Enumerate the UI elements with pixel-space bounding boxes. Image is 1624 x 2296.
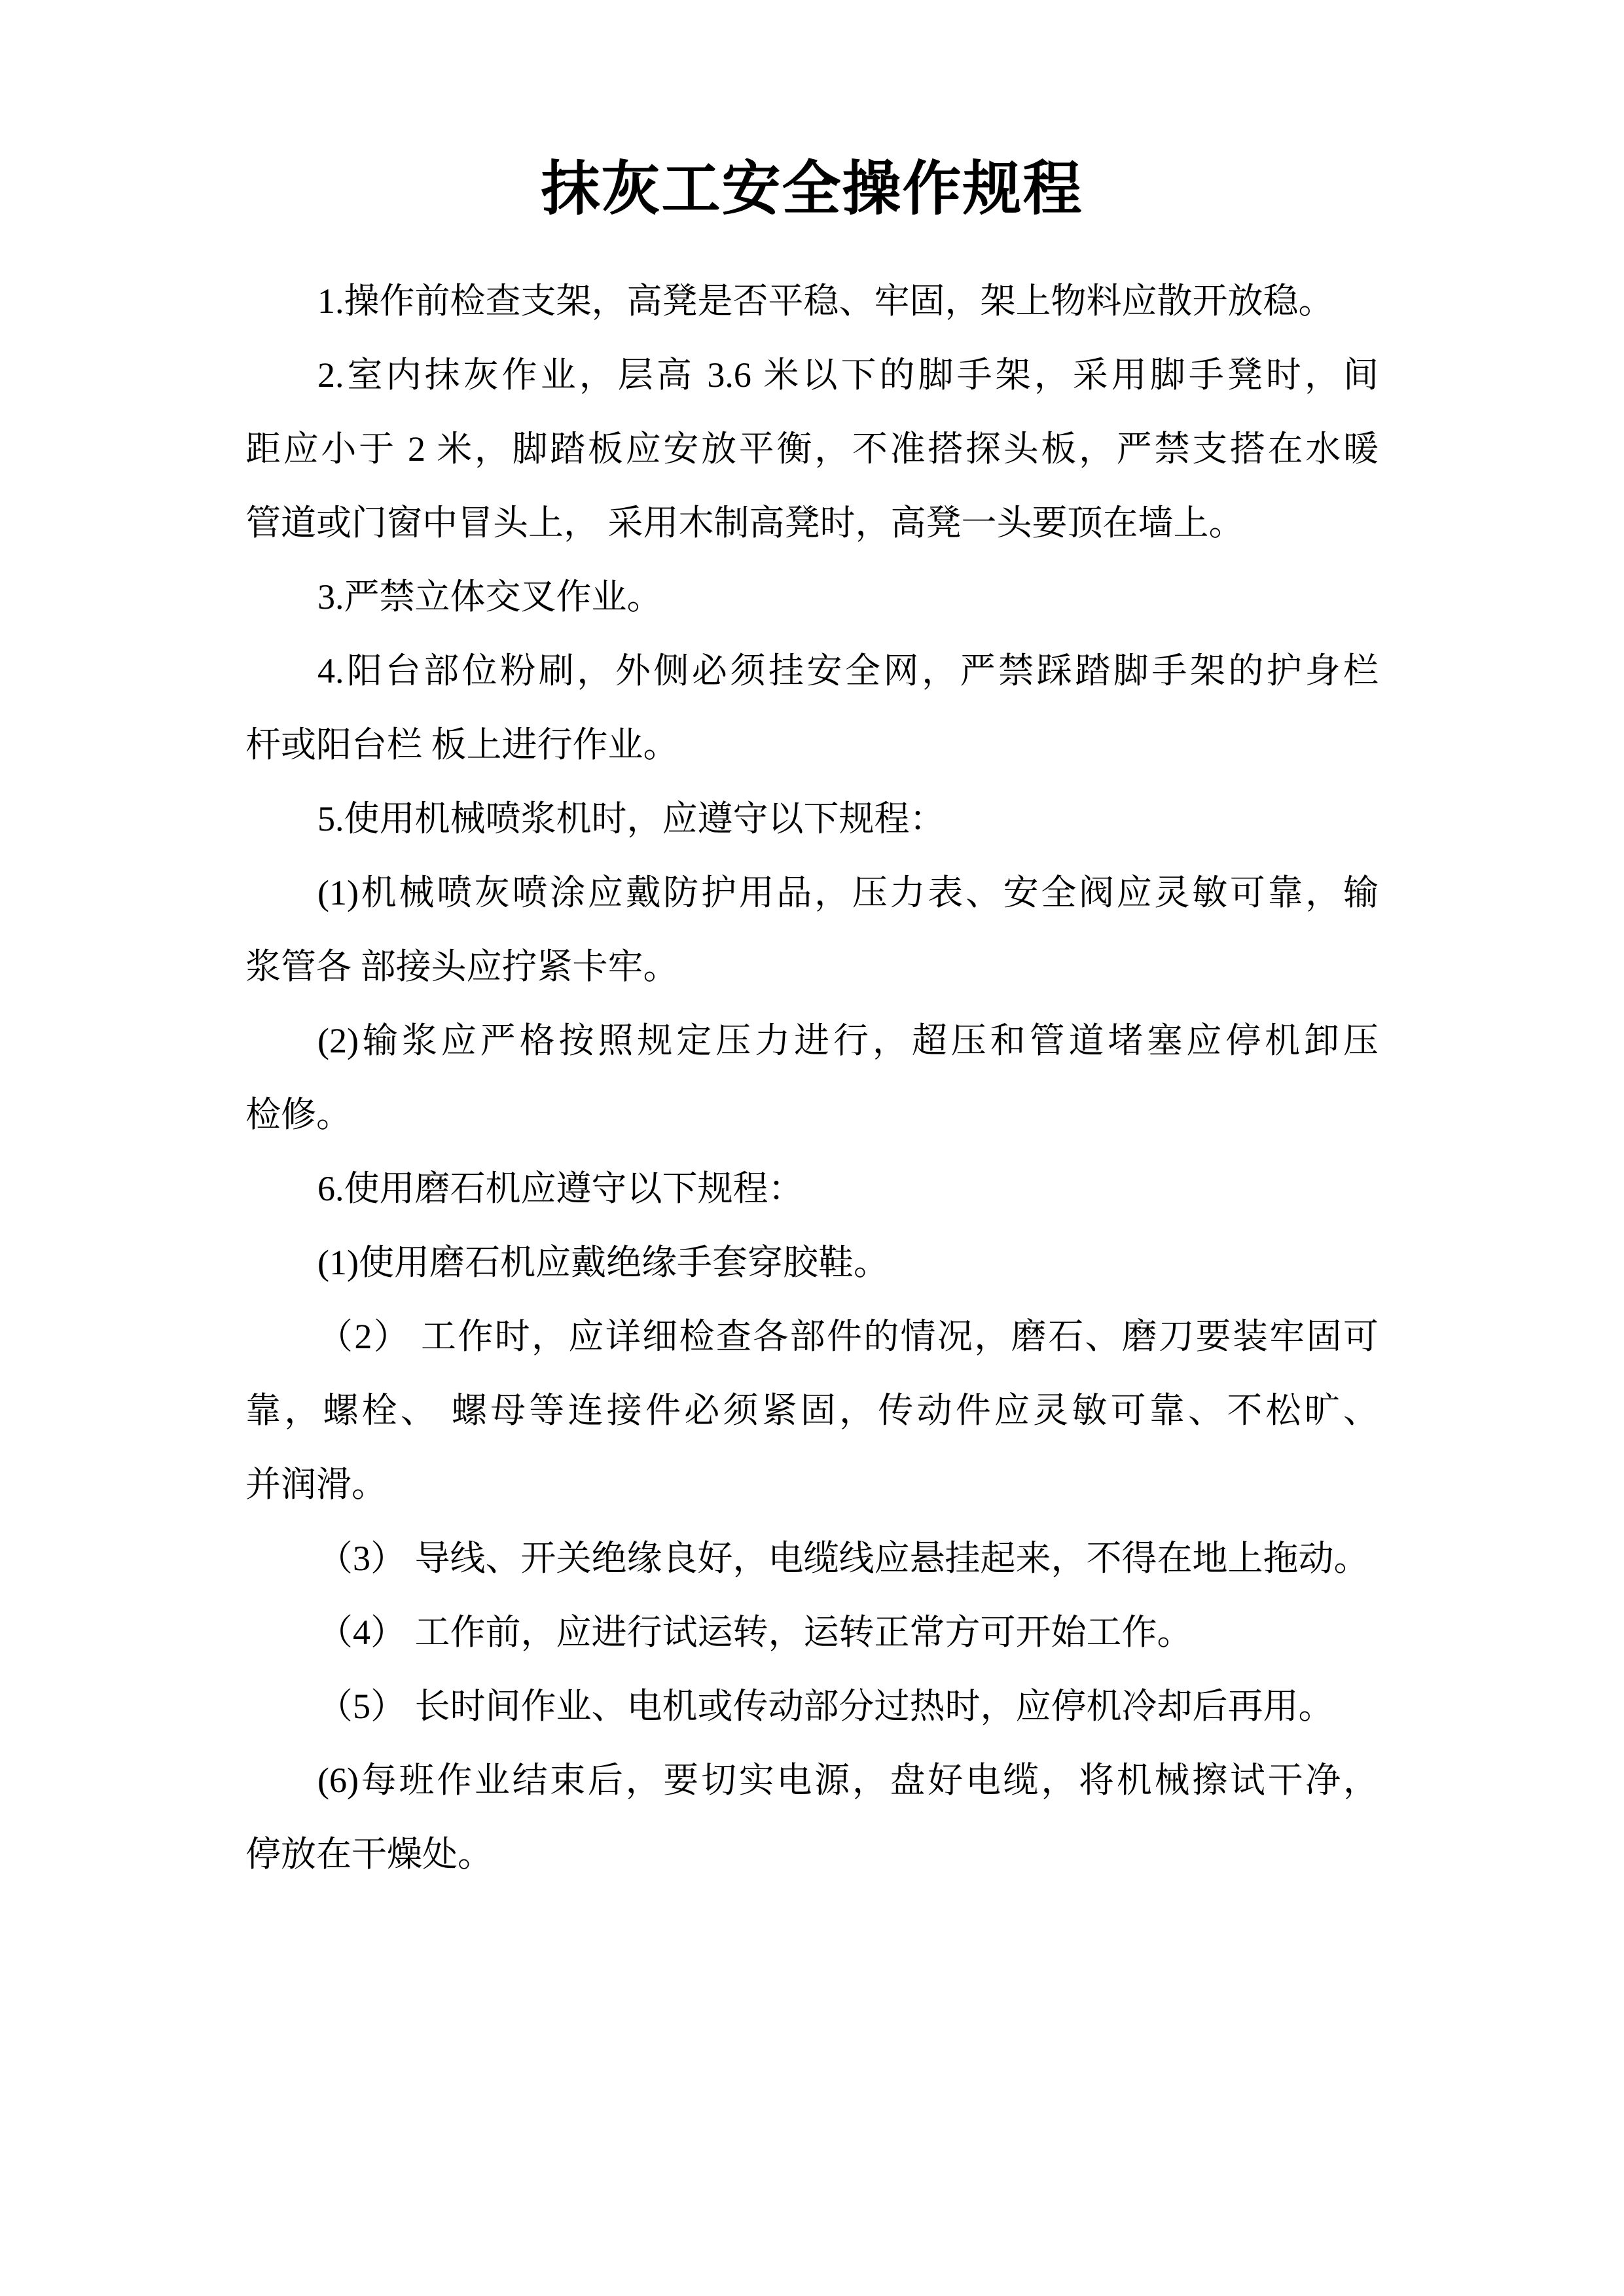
text-line: （2） 工作时，应详细检查各部件的情况，磨石、磨刀要装牢固可 xyxy=(317,1317,1379,1356)
text-line: 停放在干燥处。 xyxy=(245,1835,493,1874)
text-line: 6.使用磨石机应遵守以下规程： xyxy=(317,1169,804,1208)
text-line: (1)使用磨石机应戴绝缘手套穿胶鞋。 xyxy=(317,1243,889,1282)
text-line: （3） 导线、开关绝缘良好，电缆线应悬挂起来，不得在地上拖动。 xyxy=(317,1539,1369,1578)
text-line: 并润滑。 xyxy=(245,1465,387,1504)
text-line: 4.阳台部位粉刷，外侧必须挂安全网，严禁踩踏脚手架的护身栏 xyxy=(317,651,1379,691)
text-line: (2)输浆应严格按照规定压力进行，超压和管道堵塞应停机卸压 xyxy=(317,1021,1379,1060)
text-line: 1.操作前检查支架，高凳是否平稳、牢固，架上物料应散开放稳。 xyxy=(317,281,1334,321)
text-line: 管道或门窗中冒头上， 采用木制高凳时，高凳一头要顶在墙上。 xyxy=(245,503,1244,543)
page-title: 抹灰工安全操作规程 xyxy=(541,157,1083,222)
text-line: （5） 长时间作业、电机或传动部分过热时，应停机冷却后再用。 xyxy=(317,1687,1334,1726)
text-line: 杆或阳台栏 板上进行作业。 xyxy=(245,725,679,764)
text-line: （4） 工作前，应进行试运转，运转正常方可开始工作。 xyxy=(317,1613,1193,1652)
text-line: 浆管各 部接头应拧紧卡牢。 xyxy=(245,947,679,986)
text-line: (1)机械喷灰喷涂应戴防护用品，压力表、安全阀应灵敏可靠，输 xyxy=(317,873,1379,912)
text-line: 5.使用机械喷浆机时，应遵守以下规程： xyxy=(317,799,945,838)
text-line: 2.室内抹灰作业，层高 3.6 米以下的脚手架，采用脚手凳时，间 xyxy=(317,355,1379,395)
document-body xyxy=(245,264,1379,1892)
text-line: 3.严禁立体交叉作业。 xyxy=(317,577,662,617)
text-line: 检修。 xyxy=(245,1095,352,1134)
text-line: 距应小于 2 米，脚踏板应安放平衡，不准搭探头板，严禁支搭在水暖 xyxy=(245,429,1379,469)
text-line: 靠，螺栓、 螺母等连接件必须紧固，传动件应灵敏可靠、不松旷、 xyxy=(245,1391,1379,1430)
text-line: (6)每班作业结束后，要切实电源，盘好电缆，将机械擦试干净， xyxy=(317,1761,1379,1800)
